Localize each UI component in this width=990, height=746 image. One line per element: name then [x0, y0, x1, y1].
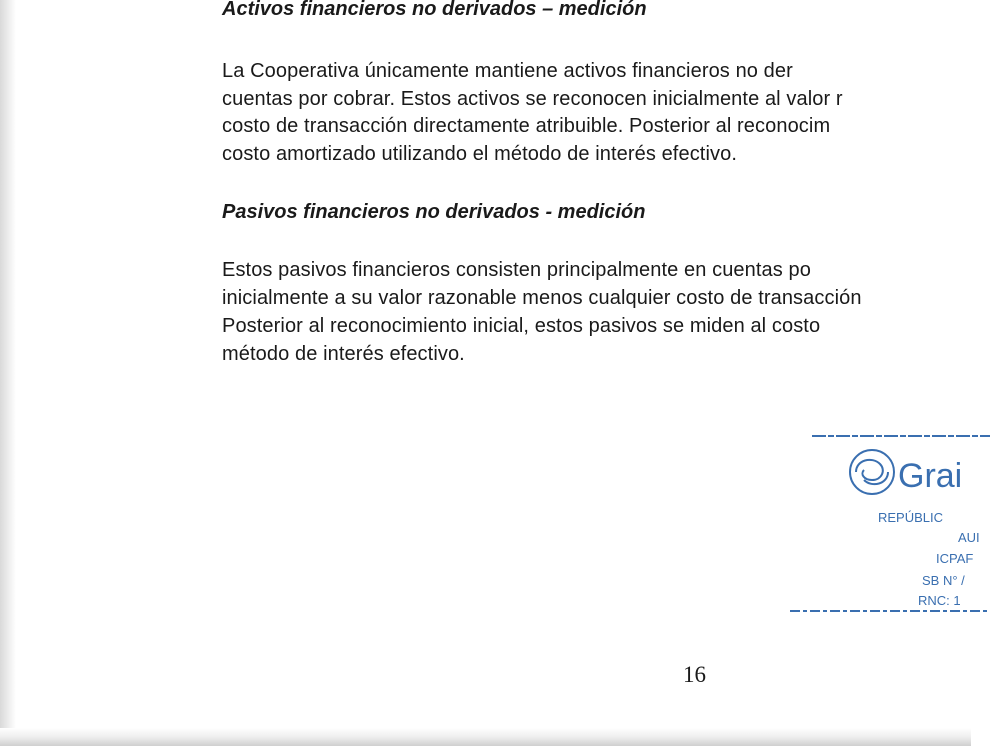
- section-heading-pasivos: Pasivos financieros no derivados - medición: [222, 201, 646, 223]
- stamp-line: REPÚBLIC: [878, 510, 944, 525]
- paragraph-line: La Cooperativa únicamente mantiene activos financieros no der: [222, 60, 793, 82]
- page-number: 16: [683, 662, 706, 687]
- paragraph-line: inicialmente a su valor razonable menos cualquier costo de transacción: [222, 287, 862, 309]
- stamp-brand: Grai: [898, 457, 963, 495]
- paragraph-line: Estos pasivos financieros consisten principalmente en cuentas po: [222, 259, 811, 281]
- scan-left-edge: [0, 0, 16, 746]
- paragraph-line: Posterior al reconocimiento inicial, estos pasivos se miden al costo: [222, 315, 821, 337]
- section-heading-activos: Activos financieros no derivados – medición: [222, 0, 647, 20]
- paragraph-line: método de interés efectivo.: [222, 343, 465, 365]
- paragraph-line: costo amortizado utilizando el método de interés efectivo.: [222, 143, 737, 165]
- stamp-line: AUI: [958, 530, 980, 545]
- scan-bottom-edge: [0, 728, 971, 746]
- paragraph-line: costo de transacción directamente atribuible. Posterior al reconocim: [222, 115, 831, 137]
- stamp-line: ICPAF: [936, 551, 974, 566]
- stamp-line: SB N° /: [922, 573, 965, 588]
- paragraph-line: cuentas por cobrar. Estos activos se reconocen inicialmente al valor r: [222, 88, 843, 110]
- stamp-line: RNC: 1: [918, 593, 961, 608]
- logo-swirl-icon: [850, 450, 894, 494]
- auditor-stamp: [790, 430, 990, 645]
